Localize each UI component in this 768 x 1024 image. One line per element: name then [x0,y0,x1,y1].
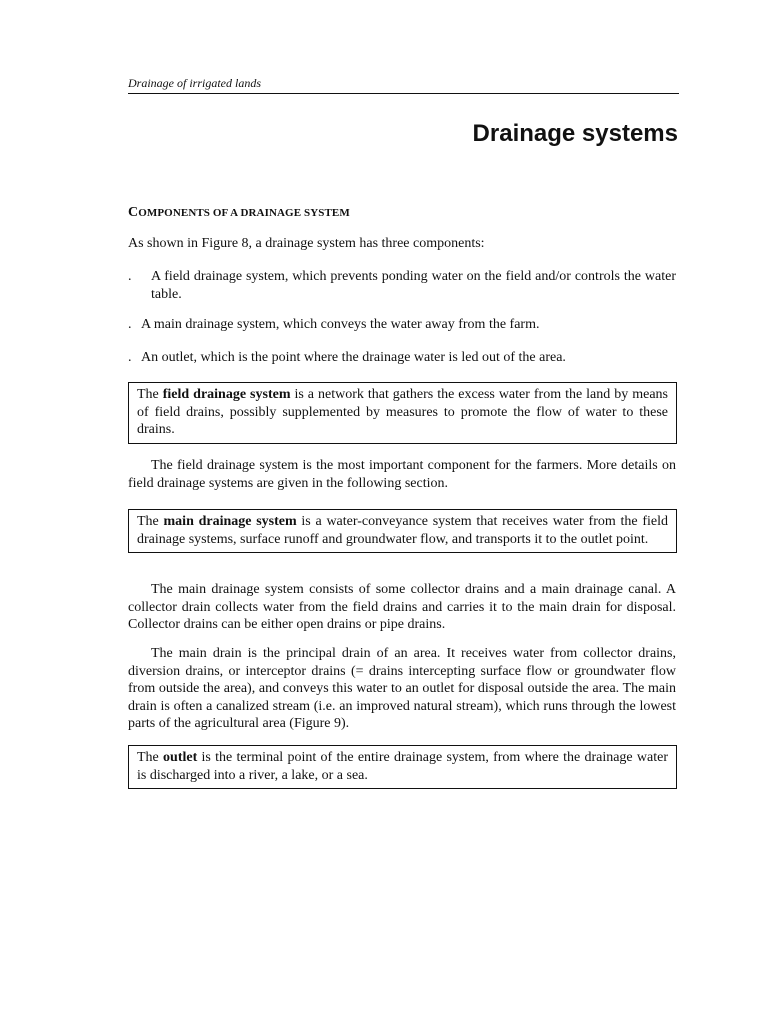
intro-paragraph: As shown in Figure 8, a drainage system has three components: [128,236,485,251]
bullet-mark: . [128,269,132,284]
bullet-text: An outlet, which is the point where the drainage water is led out of the area. [141,350,566,365]
chapter-title: Drainage systems [472,120,678,147]
bullet-mark: . [128,317,132,332]
main-drainage-paragraph-2: The main drain is the principal drain of an area. It receives water from collector drains, diversion drains, or interceptor drains (= drains intercepting surface flow or groundwater flow from outside the area), and conveys this water to an outlet for disposal outside the area. The main drain is often a canalized stream (i.e. an improved natural stream), which runs through the lowest parts of the agricultural area (Figure 9). [128,646,676,732]
field-drainage-paragraph: The field drainage system is the most important component for the farmers. More details on field drainage systems are given in the following section. [128,458,676,491]
definition-term: outlet [163,750,198,765]
main-drainage-paragraph-1: The main drainage system consists of some collector drains and a main drainage canal. A collector drain collects water from the field drains and carries it to the main drain for disposal. Collector drains can be either open drains or pipe drains. [128,582,676,633]
definition-post: is the terminal point of the entire drainage system, from where the drainage water is discharged into a river, a lake, or a sea. [137,750,669,783]
bullet-item-field [128,268,676,303]
definition-box-main-drainage [128,509,677,553]
definition-post: is a water-conveyance system that receives water from the field drainage systems, surface runoff and groundwater flow, and transports it to the outlet point. [137,514,668,547]
bullet-mark: . [128,350,132,365]
definition-pre: The [137,514,164,529]
definition-pre: The [137,387,163,402]
bullet-text: A field drainage system, which prevents ponding water on the field and/or controls the water table. [151,269,676,302]
section-heading [128,205,350,221]
definition-box-field-drainage [128,382,677,444]
definition-post: is a network that gathers the excess water from the land by means of field drains, possibly supplemented by measures to promote the flow of water to these drains. [137,387,668,438]
definition-box-outlet [128,745,677,789]
running-header: Drainage of irrigated lands [128,76,679,94]
bullet-item-outlet [128,349,676,367]
section-heading-initial: C [128,205,139,220]
definition-pre: The [137,750,164,765]
section-heading-rest: OMPONENTS OF A DRAINAGE SYSTEM [138,207,350,219]
definition-term: field drainage system [162,387,291,402]
bullet-text: A main drainage system, which conveys the water away from the farm. [141,317,540,332]
bullet-item-main [128,316,676,334]
definition-term: main drainage system [163,514,297,529]
